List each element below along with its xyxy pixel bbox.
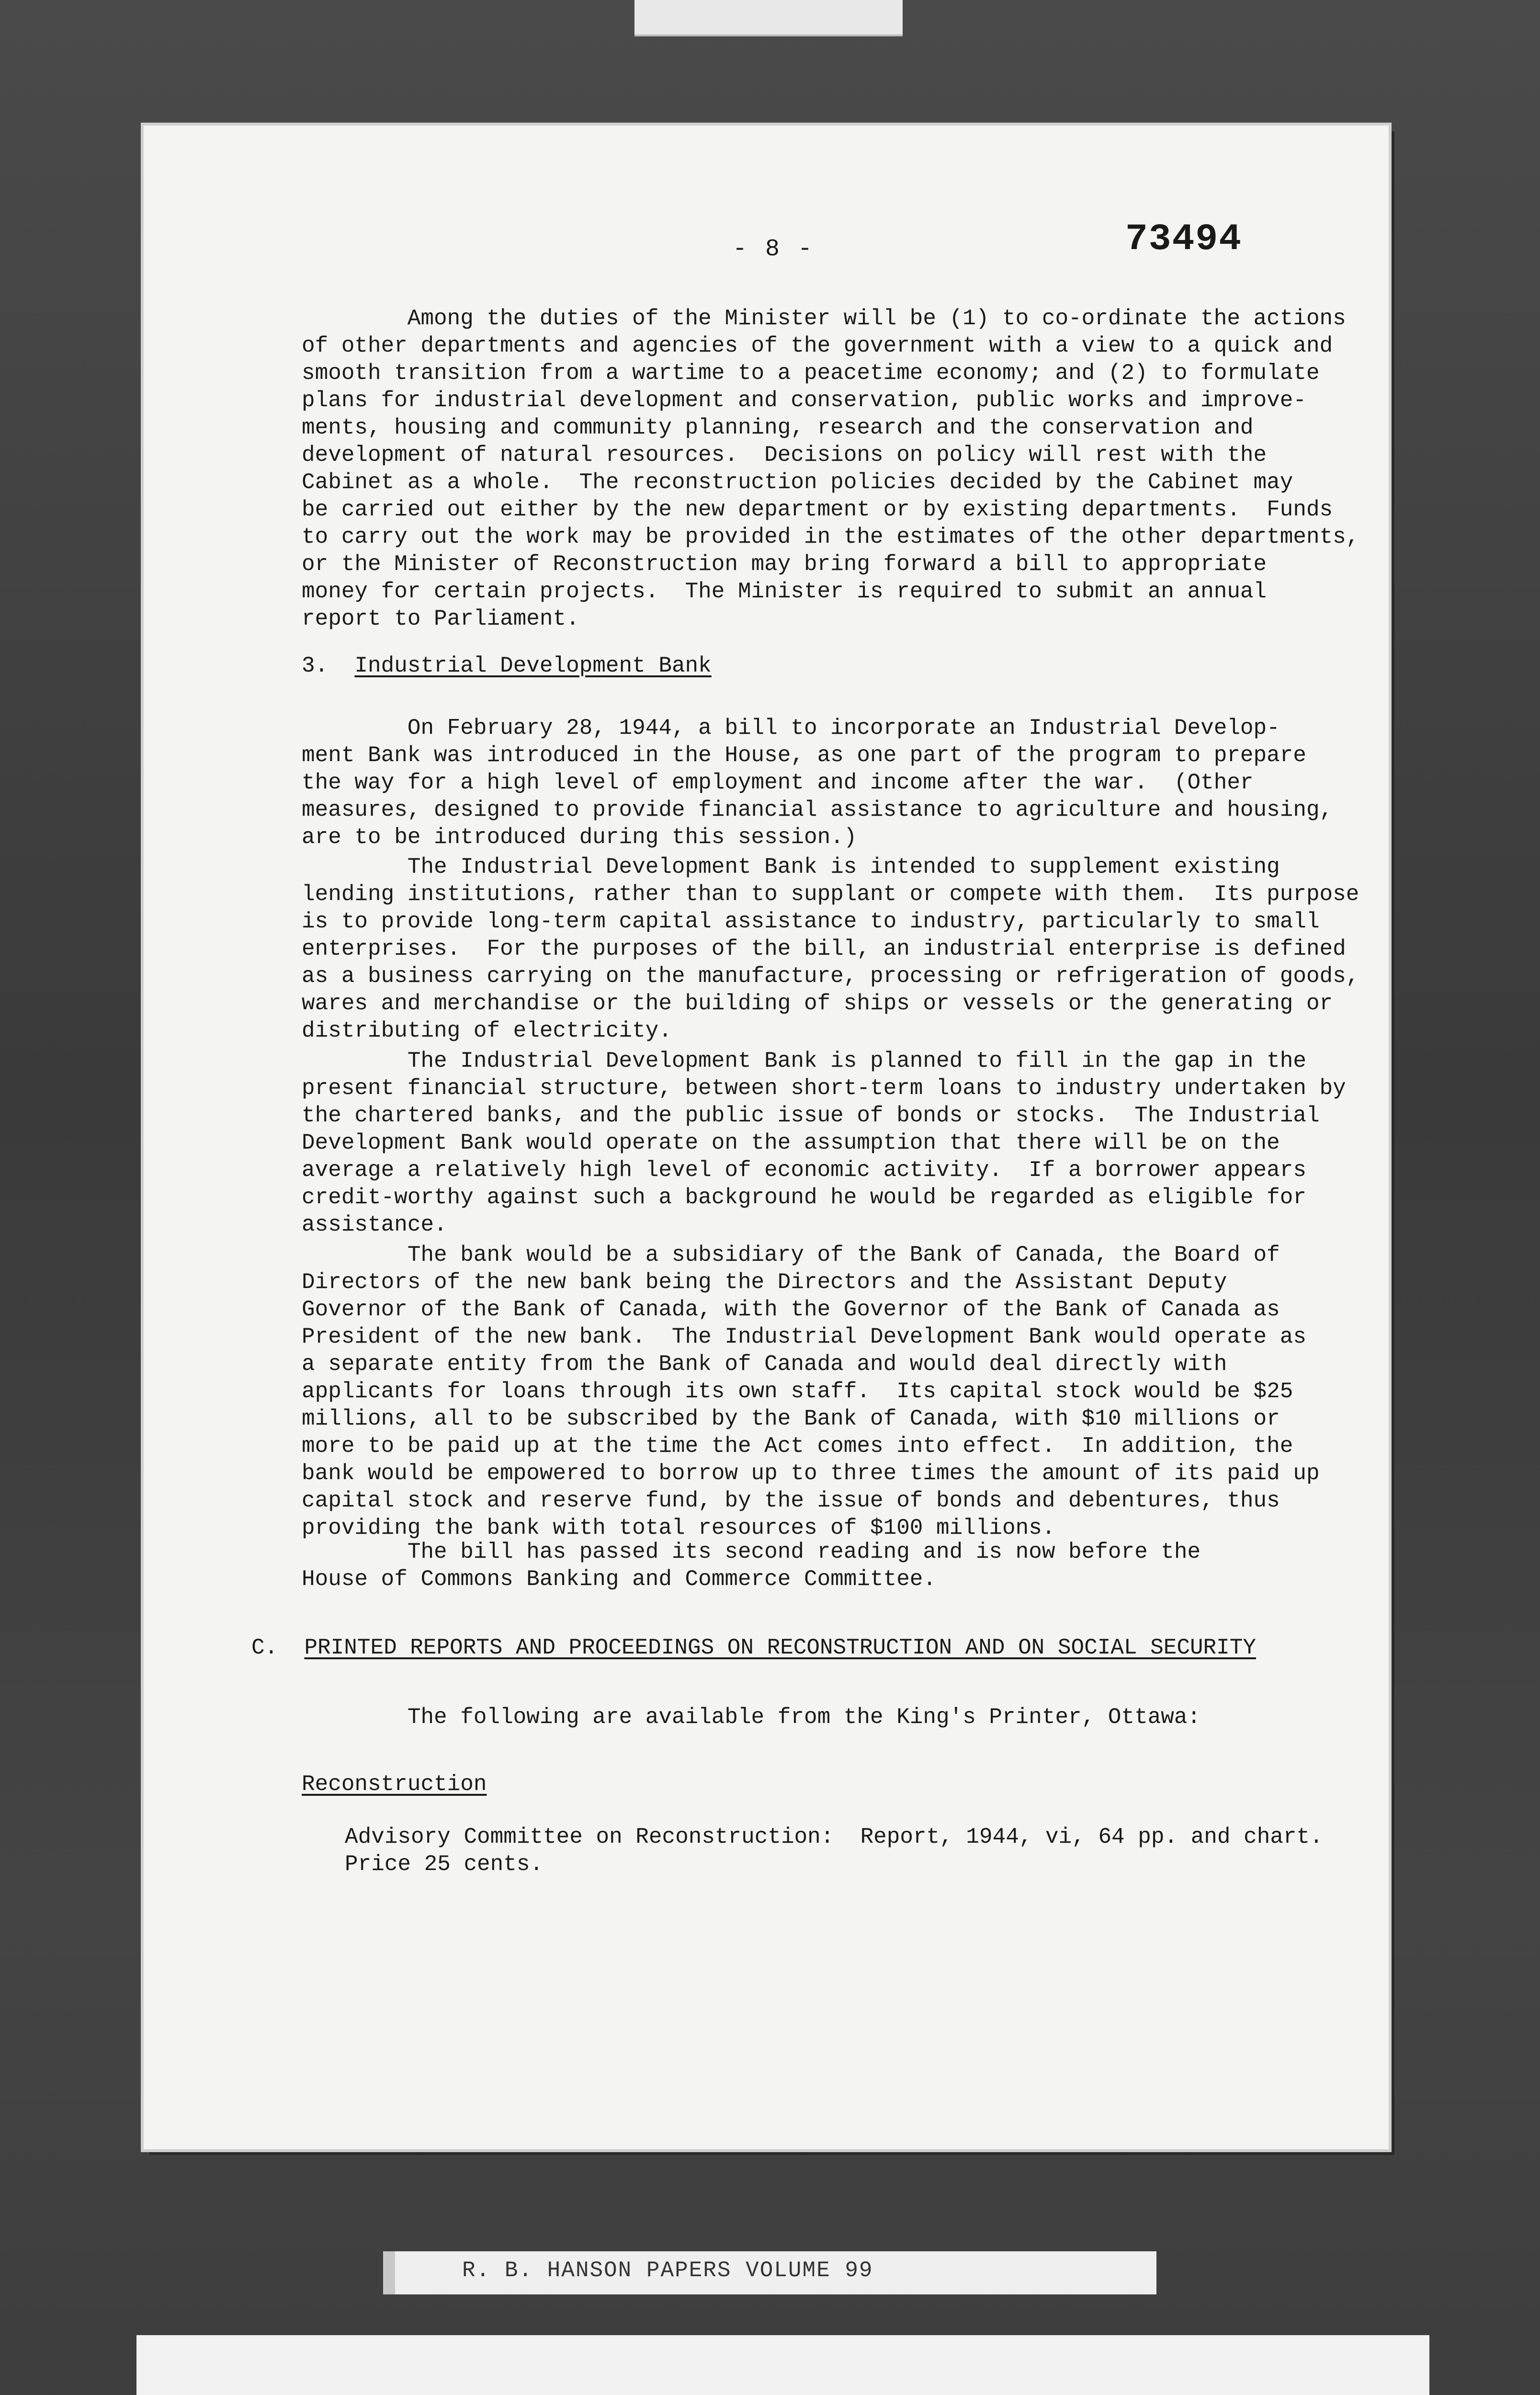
section-number: 3. <box>302 653 328 678</box>
section-title: Industrial Development Bank <box>354 653 712 678</box>
subheading-reconstruction: Reconstruction <box>302 1772 487 1797</box>
section-3-heading <box>302 652 712 680</box>
document-id-stamp: 73494 <box>1125 218 1243 261</box>
section-letter: C. <box>251 1635 278 1660</box>
paragraph-bill-introduction: On February 28, 1944, a bill to incorporate an Industrial Develop- ment Bank was introduced in the House, as one part of the program to prepare the way for a high level of employment and income after the war. (Other measures, designed to provide financial assistance to agriculture and housing, are to be introduced during this session.) <box>302 716 1333 850</box>
collection-label-strip <box>395 2251 1156 2294</box>
paragraph-kings-printer: The following are available from the King's Printer, Ottawa: <box>302 1705 1201 1730</box>
paragraph-bank-purpose: The Industrial Development Bank is intended to supplement existing lending institutions, rather than to supplant or compete with them. Its purpose is to provide long-term capital assistance to industry, particularly to small enterprises. For the purposes of the bill, an industrial enterprise is defined as a business carrying on the manufacture, processing or refrigeration of goods, wares and merchandise or the building of ships or vessels or the generating or distributing of electricity. <box>302 855 1359 1043</box>
page-number: - 8 - <box>733 236 815 263</box>
archive-identification-card <box>136 2335 1429 2395</box>
paragraph-financial-gap: The Industrial Development Bank is planned to fill in the gap in the present financial structure, between short-term loans to industry undertaken by the chartered banks, and the public issue of bonds or stocks. The Industrial Development Bank would operate on the assumption that there will be on the average a relatively high level of economic activity. If a borrower appears credit-worthy against such a background he would be regarded as eligible for assistance. <box>302 1049 1346 1237</box>
collection-label-text: R. B. HANSON PAPERS VOLUME 99 <box>462 2258 873 2283</box>
film-frame-tab <box>634 0 903 36</box>
paragraph-bank-structure: The bank would be a subsidiary of the Bank of Canada, the Board of Directors of the new bank being the Directors and the Assistant Deputy Governor of the Bank of Canada, with the Governor of the Bank of Canada as President of the new bank. The Industrial Development Bank would operate as a separate entity from the Bank of Canada and would deal directly with applicants for loans through its own staff. Its capital stock would be $25 millions, all to be subscribed by the Bank of Canada, with $10 millions or more to be paid up at the time the Act comes into effect. In addition, the bank would be empowered to borrow up to three times the amount of its paid up capital stock and reserve fund, by the issue of bonds and debentures, thus providing the bank with total resources of $100 millions. <box>302 1243 1320 1540</box>
document-page <box>144 125 1389 2149</box>
section-title: PRINTED REPORTS AND PROCEEDINGS ON RECONSTRUCTION AND ON SOCIAL SECURITY <box>304 1635 1256 1660</box>
publication-list-item: Advisory Committee on Reconstruction: Report, 1944, vi, 64 pp. and chart. Price 25 cents. <box>345 1825 1323 1877</box>
paragraph-bill-status: The bill has passed its second reading and is now before the House of Commons Banking and Commerce Committee. <box>302 1540 1201 1592</box>
section-c-heading <box>251 1634 1256 1662</box>
paragraph-minister-duties: Among the duties of the Minister will be (1) to co-ordinate the actions of other departments and agencies of the government with a view to a quick and smooth transition from a wartime to a peacetime economy; and (2) to formulate plans for industrial development and conservation, public works and improve- ments, housing and community planning, research and the conservation and development of natural resources. Decisions on policy will rest with the Cabinet as a whole. The reconstruction policies decided by the Cabinet may be carried out either by the new department or by existing departments. Funds to carry out the work may be provided in the estimates of the other departments, or the Minister of Reconstruction may bring forward a bill to appropriate money for certain projects. The Minister is required to submit an annual report to Parliament. <box>302 306 1359 631</box>
